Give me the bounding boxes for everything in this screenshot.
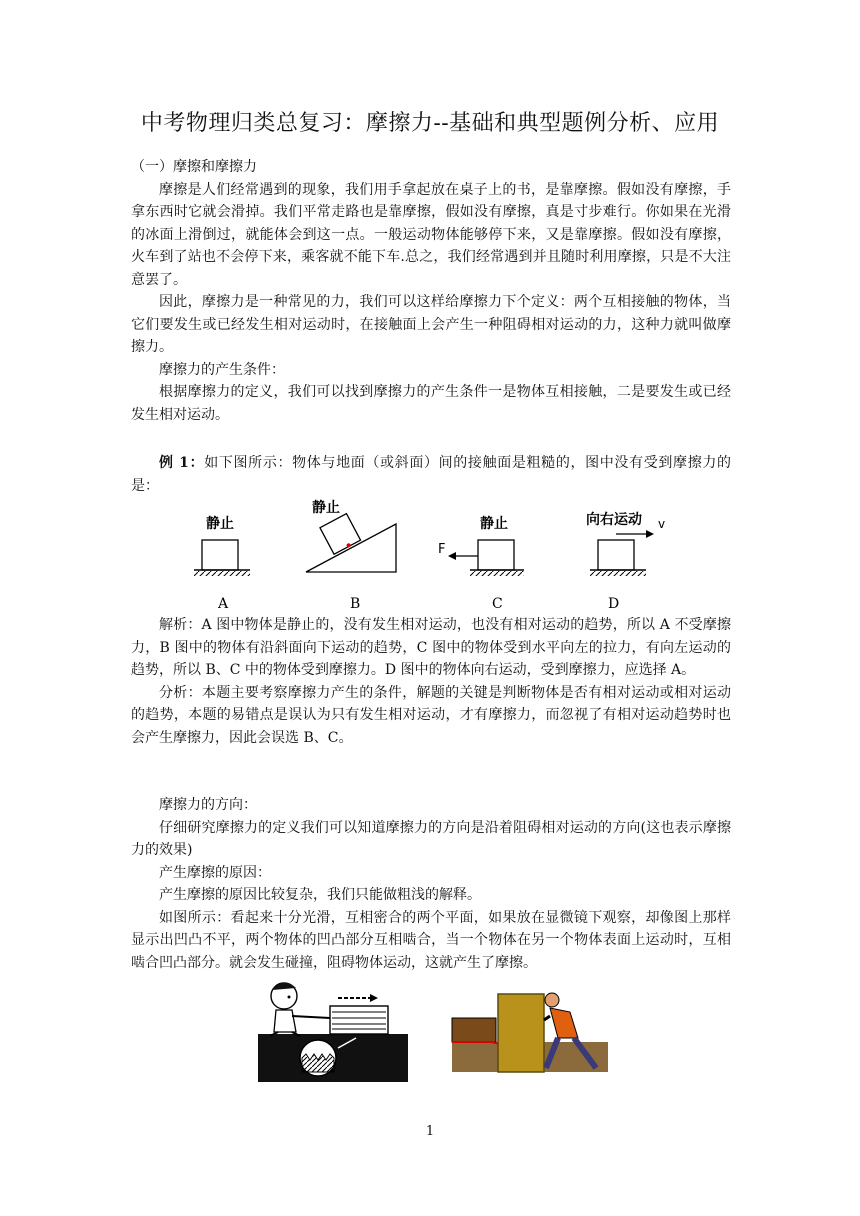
paragraph-friction-definition: 因此，摩擦力是一种常见的力，我们可以这样给摩擦力下个定义：两个互相接触的物体，当它们要发生或已经发生相对运动时，在接触面上会产生一种阻碍相对运动的力，这种力就叫做摩擦力。	[131, 294, 731, 355]
direction-heading: 摩擦力的方向：	[159, 797, 257, 813]
analysis-paragraph: 解析：A 图中物体是静止的，没有发生相对运动，也没有相对运动的趋势，所以 A 不受摩擦力，B 图中的物体有沿斜面向下运动的趋势，C 图中的物体受到水平向左的拉力，有向左运动的趋势，所以 B、C 中的物体受到摩擦力。D 图中的物体向右运动，受到摩擦力，应选择 A。	[131, 617, 731, 678]
example-text: 如下图所示：物体与地面（或斜面）间的接触面是粗糙的，图中没有受到摩擦力的是：	[131, 455, 731, 494]
intro-text-block	[131, 156, 731, 426]
block-d	[598, 540, 634, 570]
velocity-arrowhead	[646, 530, 654, 538]
ground-hatch-c	[470, 571, 524, 576]
option-letter-d: D	[608, 596, 620, 612]
direction-paragraph: 仔细研究摩擦力的定义我们可以知道摩擦力的方向是沿着阻碍相对运动的方向(这也表示摩擦力的效果)	[131, 819, 731, 858]
block-a	[202, 540, 238, 570]
friction-options-figure	[180, 494, 700, 618]
analysis-block	[131, 614, 731, 749]
crate-small	[452, 1018, 496, 1042]
conditions-heading: 摩擦力的产生条件：	[159, 361, 285, 378]
example-label: 例 1：	[159, 455, 205, 471]
page-title: 中考物理归类总复习：摩擦力--基础和典型题例分析、应用	[140, 111, 720, 136]
force-label: F	[438, 542, 446, 557]
cause-paragraph-2: 如图所示：看起来十分光滑，互相密合的两个平面，如果放在显微镜下观察，却像图上那样显示出凹凸不平，两个物体的凹凸部分互相啮合，当一个物体在另一个物体表面上运动时，互相啮合凹凸部分。就会发生碰撞，阻碍物体运动，这就产生了摩擦。	[131, 909, 731, 971]
block-c	[478, 540, 514, 570]
ground-hatch-d	[590, 571, 646, 576]
option-letter-a: A	[218, 596, 229, 612]
velocity-label: v	[658, 517, 666, 531]
panel-d-caption: 向右运动	[586, 512, 642, 528]
cause-heading: 产生摩擦的原因：	[159, 864, 271, 881]
commentary-paragraph: 分析：本题主要考察摩擦力产生的条件，解题的关键是判断物体是否有相对运动或相对运动的趋势，本题的易错点是误认为只有发生相对运动，才有摩擦力，而忽视了有相对运动趋势时也会产生摩擦力，因此会误选 B、C。	[131, 684, 731, 746]
paragraph-friction-everyday: 摩擦是人们经常遇到的现象，我们用手拿起放在桌子上的书，是靠摩擦。假如没有摩擦，手拿东西时它就会滑掉。我们平常走路也是靠摩擦，假如没有摩擦，真是寸步难行。你如果在光滑的冰面上滑倒过，就能体会到这一点。一般运动物体能够停下来，又是靠摩擦。假如没有摩擦，火车到了站也不会停下来，乘客就不能下车.总之，我们经常遇到并且随时利用摩擦，只是不大注意罢了。	[131, 181, 731, 288]
panel-a-caption: 静止	[206, 516, 234, 532]
direction-cause-block	[131, 794, 731, 974]
panel-c-caption: 静止	[480, 516, 508, 532]
option-a-diagram	[194, 515, 250, 576]
friction-cause-illustrations	[252, 972, 622, 1082]
child-pushing-books-illustration	[258, 982, 408, 1082]
motion-arrow	[338, 994, 378, 1002]
example-block	[131, 452, 731, 497]
option-d-diagram	[586, 511, 665, 576]
man-pushing-crate-illustration	[452, 993, 608, 1072]
option-b-diagram	[306, 499, 396, 572]
crate-large	[498, 994, 544, 1072]
option-letter-b: B	[350, 596, 361, 612]
page-number: 1	[425, 1124, 435, 1139]
panel-b-caption: 静止	[312, 500, 340, 516]
child-figure	[270, 982, 330, 1036]
ground-hatch-a	[194, 571, 250, 576]
option-c-diagram	[438, 515, 524, 576]
book-stack	[330, 1006, 388, 1034]
cause-paragraph-1: 产生摩擦的原因比较复杂，我们只能做粗浅的解释。	[159, 887, 481, 903]
section-heading: （一）摩擦和摩擦力	[131, 159, 257, 175]
paragraph-conditions: 根据摩擦力的定义，我们可以找到摩擦力的产生条件一是物体互相接触，二是要发生或已经发生相对运动。	[131, 384, 731, 423]
option-letter-c: C	[492, 596, 503, 612]
force-arrowhead	[448, 552, 456, 560]
